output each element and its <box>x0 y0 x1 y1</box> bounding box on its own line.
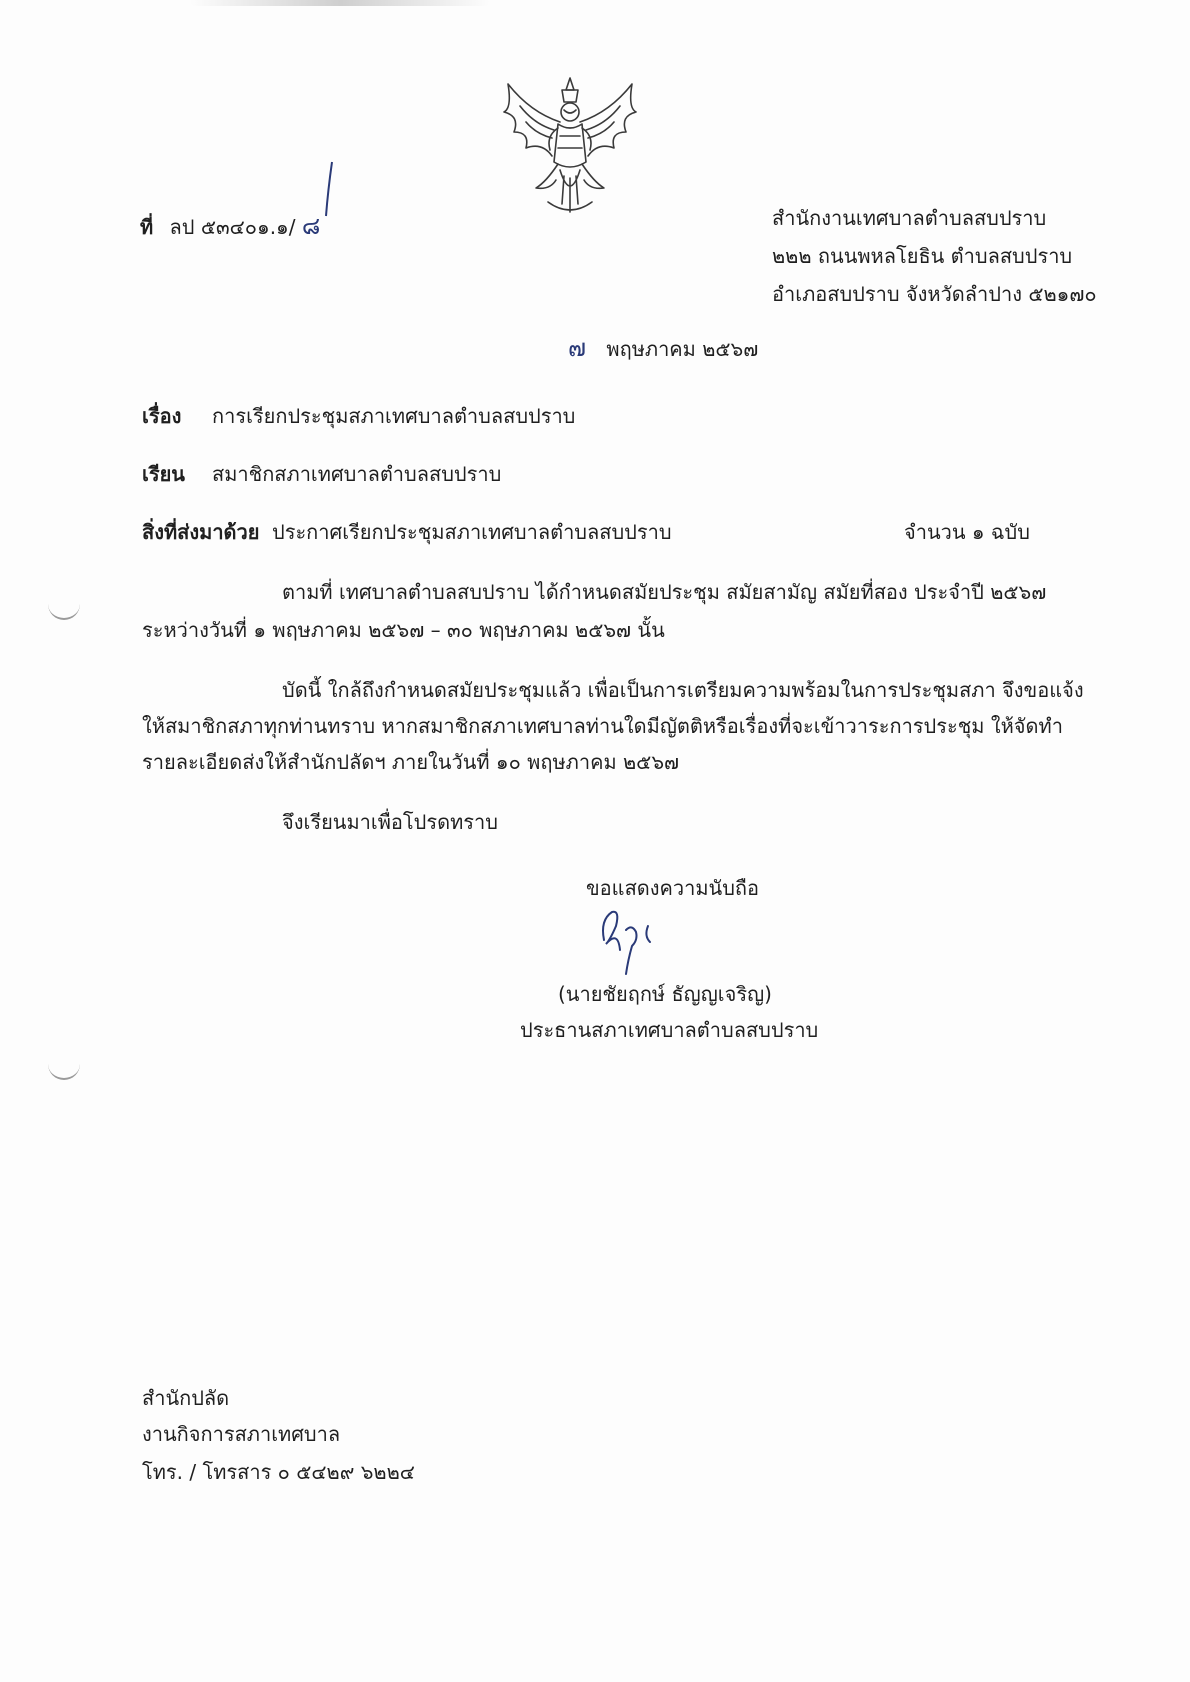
footer-department: สำนักปลัด <box>142 1386 230 1410</box>
punch-hole-mark <box>48 1062 80 1080</box>
reference-number <box>140 212 320 241</box>
reference-code: ลป ๕๓๔๐๑.๑/ <box>169 215 296 239</box>
signer-position: ประธานสภาเทศบาลตำบลสบปราบ <box>520 1018 819 1042</box>
footer-phone-fax: โทร. / โทรสาร ๐ ๕๔๒๙ ๖๒๒๔ <box>142 1460 415 1484</box>
signer-name: (นายชัยฤกษ์ ธัญญเจริญ) <box>558 982 772 1006</box>
office-street: ๒๒๒ ถนนพหลโยธิน ตำบลสบปราบ <box>772 244 1073 268</box>
body-paragraph-2-line-3: รายละเอียดส่งให้สำนักปลัดฯ ภายในวันที่ ๑๐ พฤษภาคม ๒๕๖๗ <box>142 750 680 774</box>
garuda-emblem-icon <box>490 72 650 222</box>
handwritten-signature-icon <box>596 900 666 980</box>
punch-hole-mark <box>48 602 80 620</box>
reference-label: ที่ <box>140 215 154 239</box>
enclosure-text: ประกาศเรียกประชุมสภาเทศบาลตำบลสบปราบ <box>272 520 672 544</box>
office-name: สำนักงานเทศบาลตำบลสบปราบ <box>772 206 1047 230</box>
recipient-text: สมาชิกสภาเทศบาลตำบลสบปราบ <box>212 462 502 486</box>
office-district: อำเภอสบปราบ จังหวัดลำปาง ๕๒๑๗๐ <box>772 282 1097 306</box>
enclosure-count: จำนวน ๑ ฉบับ <box>904 520 1030 544</box>
reference-handwritten-number: ๘ <box>301 212 321 240</box>
body-paragraph-1-line-2: ระหว่างวันที่ ๑ พฤษภาคม ๒๕๖๗ – ๓๐ พฤษภาคม ๒๕๖๗ นั้น <box>142 618 665 642</box>
body-paragraph-1-line-1: ตามที่ เทศบาลตำบลสบปราบ ได้กำหนดสมัยประชุม สมัยสามัญ สมัยที่สอง ประจำปี ๒๕๖๗ <box>282 580 1047 604</box>
date-month-year: พฤษภาคม ๒๕๖๗ <box>606 337 759 361</box>
enclosure-label: สิ่งที่ส่งมาด้วย <box>142 520 260 544</box>
subject-label: เรื่อง <box>142 404 182 428</box>
scan-shadow <box>190 0 490 6</box>
subject-text: การเรียกประชุมสภาเทศบาลตำบลสบปราบ <box>212 404 576 428</box>
letter-date <box>568 334 758 363</box>
body-closing-line: จึงเรียนมาเพื่อโปรดทราบ <box>282 810 498 834</box>
body-paragraph-2-line-1: บัดนี้ ใกล้ถึงกำหนดสมัยประชุมแล้ว เพื่อเป็นการเตรียมความพร้อมในการประชุมสภา จึงขอแจ้ง <box>282 678 1084 702</box>
handwritten-stroke-icon <box>318 160 338 220</box>
recipient-label: เรียน <box>142 462 185 486</box>
body-paragraph-2-line-2: ให้สมาชิกสภาทุกท่านทราบ หากสมาชิกสภาเทศบาลท่านใดมีญัตติหรือเรื่องที่จะเข้าวาระการประชุม ให้จัดทำ <box>142 714 1063 738</box>
date-day-handwritten: ๗ <box>568 334 587 362</box>
closing-salutation: ขอแสดงความนับถือ <box>586 876 760 900</box>
footer-section: งานกิจการสภาเทศบาล <box>142 1422 341 1446</box>
